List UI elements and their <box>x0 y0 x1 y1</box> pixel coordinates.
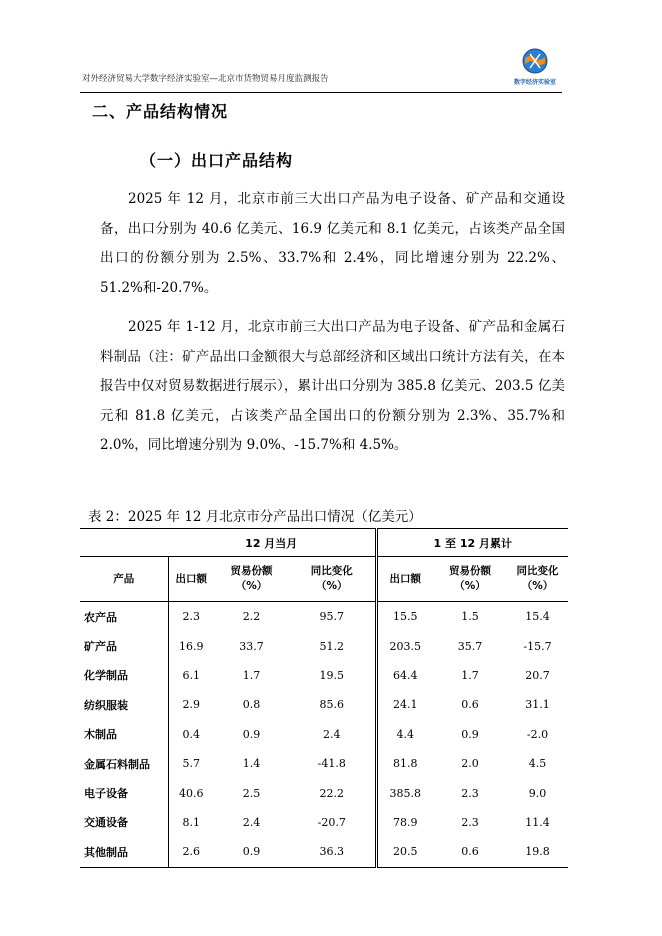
cum-export-cell: 20.5 <box>376 837 433 867</box>
month-share-cell: 1.4 <box>242 757 261 771</box>
product-name: 纺织服装 <box>84 698 128 712</box>
product-name: 化学制品 <box>84 669 128 683</box>
period-header-row <box>80 529 568 557</box>
paragraph-monthly: 2025 年 12 月，北京市前三大出口产品为电子设备、矿产品和交通设备，出口分别为 40.6 亿美元、16.9 亿美元和 8.1 亿美元，占该类产品全国出口的份额分别为 2.5%、33.7%和 2.4%，同比增速分别为 22.2%、51.2%和-20.7%。 <box>100 191 565 296</box>
col-month-export: 出口额 <box>168 557 214 602</box>
cum-share-cell: 35.7 <box>457 639 483 653</box>
cum-yoy-cell: -2.0 <box>526 727 549 741</box>
col-month-share-unit: （%） <box>235 580 268 592</box>
header-text: 对外经济贸易大学数字经济实验室—北京市货物贸易月度监测报告 <box>82 74 329 84</box>
month-share-cell: 2.4 <box>242 815 261 829</box>
paragraph-cumulative: 2025 年 1-12 月，北京市前三大出口产品为电子设备、矿产品和金属石料制品（注：矿产品出口金额很大与总部经济和区域出口统计方法有关，在本报告中仅对贸易数据进行展示），累计出口分别为 385.8 亿美元、203.5 亿美元和 81.8 亿美元，占该类产品全国出口的份额分别为 2.3%、35.7%和 2.0%，同比增速分别为 9.0%、-15.7%和 4.5%。 <box>100 319 565 453</box>
col-cum-share-label: 贸易份额 <box>449 565 491 577</box>
product-name: 电子设备 <box>84 787 128 801</box>
table-body <box>80 602 568 868</box>
col-cum-yoy <box>507 557 568 602</box>
cum-export-cell: 15.5 <box>376 602 433 632</box>
month-share-cell: 2.2 <box>242 610 261 624</box>
cum-yoy-cell: 9.0 <box>528 786 547 800</box>
export-product-table <box>80 528 568 868</box>
product-name: 农产品 <box>84 610 117 624</box>
cum-share-cell: 0.6 <box>433 837 507 867</box>
month-export-cell: 2.6 <box>168 837 214 867</box>
col-cum-share-unit: （%） <box>454 580 486 592</box>
col-month-share <box>214 557 289 602</box>
cum-export-cell: 78.9 <box>376 808 433 837</box>
globe-logo-icon <box>522 48 548 74</box>
period-month-header: 12 月当月 <box>168 529 376 557</box>
col-cum-yoy-label: 同比变化 <box>516 565 559 577</box>
product-name: 金属石料制品 <box>84 757 150 771</box>
month-yoy-cell: -41.8 <box>317 757 346 771</box>
table-row <box>80 631 568 660</box>
month-export-cell: 2.9 <box>168 690 214 719</box>
cum-yoy-cell: 19.8 <box>507 837 568 867</box>
cum-export-cell: 203.5 <box>376 631 433 660</box>
cum-share-cell: 0.9 <box>461 727 479 741</box>
col-cum-share <box>433 557 507 602</box>
month-share-cell: 33.7 <box>239 639 264 653</box>
month-yoy-cell: 85.6 <box>319 698 344 712</box>
month-export-cell: 16.9 <box>168 631 214 660</box>
cum-share-cell: 1.7 <box>461 668 479 682</box>
month-yoy-cell: 22.2 <box>319 786 344 800</box>
cum-yoy-cell: 15.4 <box>525 610 550 624</box>
cum-share-cell: 1.5 <box>461 610 479 624</box>
product-name: 交通设备 <box>84 816 128 830</box>
col-month-yoy-label: 同比变化 <box>310 565 353 577</box>
month-yoy-cell: 2.4 <box>323 727 341 741</box>
col-cum-yoy-unit: （%） <box>521 580 554 592</box>
col-product: 产品 <box>80 557 168 602</box>
month-yoy-cell: 36.3 <box>289 837 376 867</box>
table-row <box>80 778 568 807</box>
period-blank <box>80 529 168 557</box>
section-title: 二、产品结构情况 <box>92 102 229 121</box>
month-export-cell: 2.3 <box>168 602 214 632</box>
month-export-cell: 8.1 <box>168 808 214 837</box>
cum-export-cell: 81.8 <box>376 749 433 778</box>
table-row <box>80 690 568 719</box>
month-share-cell: 0.9 <box>214 837 289 867</box>
month-share-cell: 0.8 <box>242 698 261 712</box>
month-export-cell: 0.4 <box>168 720 214 749</box>
table-row <box>80 808 568 837</box>
table-row <box>80 749 568 778</box>
col-cum-export: 出口额 <box>376 557 433 602</box>
col-month-yoy <box>289 557 376 602</box>
month-export-cell: 5.7 <box>168 749 214 778</box>
period-cumulative-header: 1 至 12 月累计 <box>376 529 568 557</box>
lab-logo <box>510 48 560 90</box>
product-name: 其他制品 <box>80 837 168 867</box>
cum-yoy-cell: 20.7 <box>525 668 550 682</box>
subsection-title: （一）出口产品结构 <box>140 151 294 170</box>
cum-share-cell: 0.6 <box>461 698 479 712</box>
month-share-cell: 0.9 <box>242 727 261 741</box>
cum-share-cell: 2.3 <box>461 815 479 829</box>
month-share-cell: 1.7 <box>242 668 261 682</box>
cum-share-cell: 2.0 <box>461 757 479 771</box>
month-share-cell: 2.5 <box>242 786 261 800</box>
cum-yoy-cell: 11.4 <box>525 815 550 829</box>
cum-export-cell: 64.4 <box>376 661 433 690</box>
month-yoy-cell: -20.7 <box>317 815 346 829</box>
month-yoy-cell: 51.2 <box>319 639 344 653</box>
product-name: 矿产品 <box>84 640 117 654</box>
month-yoy-cell: 19.5 <box>319 668 344 682</box>
col-month-yoy-unit: （%） <box>315 580 348 592</box>
cum-yoy-cell: 4.5 <box>528 757 547 771</box>
month-yoy-cell: 95.7 <box>319 610 344 624</box>
cum-share-cell: 2.3 <box>461 786 479 800</box>
table-caption: 表 2：2025 年 12 月北京市分产品出口情况（亿美元） <box>88 509 422 525</box>
cum-export-cell: 24.1 <box>376 690 433 719</box>
column-header-row <box>80 557 568 602</box>
table-row <box>80 602 568 632</box>
cum-export-cell: 4.4 <box>376 720 433 749</box>
product-name: 木制品 <box>84 728 117 742</box>
cum-yoy-cell: -15.7 <box>523 639 552 653</box>
col-month-share-label: 贸易份额 <box>230 565 273 577</box>
page-header <box>80 48 562 93</box>
cum-export-cell: 385.8 <box>376 778 433 807</box>
table-row <box>80 720 568 749</box>
month-export-cell: 40.6 <box>168 778 214 807</box>
cum-yoy-cell: 31.1 <box>525 698 550 712</box>
logo-text: 数字经济实验室 <box>513 79 557 86</box>
month-export-cell: 6.1 <box>168 661 214 690</box>
table-row <box>80 837 568 867</box>
table-row <box>80 661 568 690</box>
